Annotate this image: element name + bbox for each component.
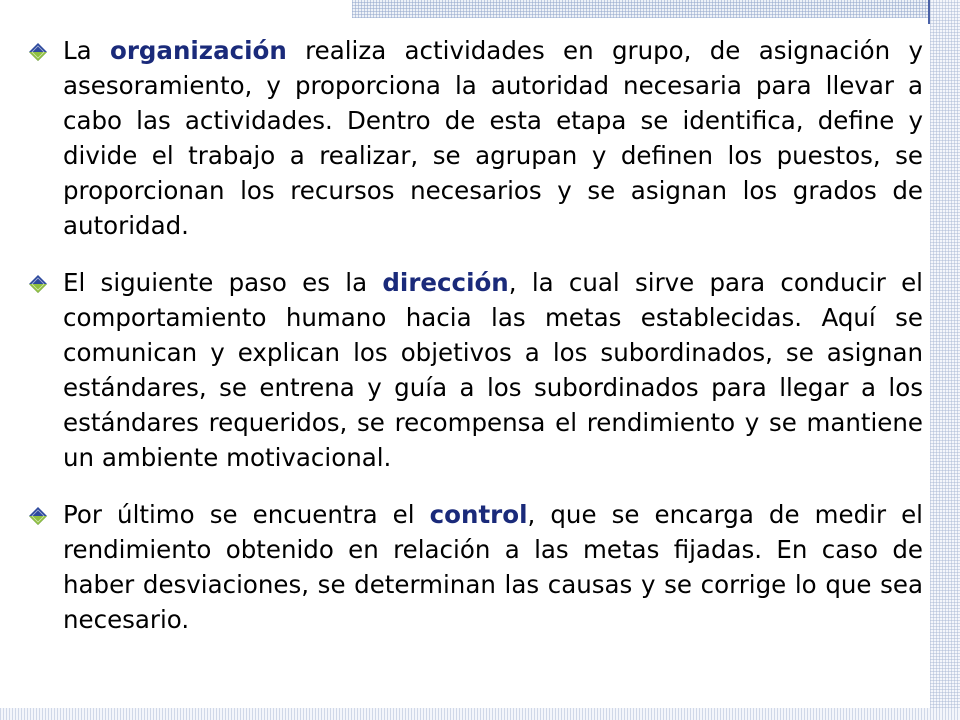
paragraph-text-start: La bbox=[63, 36, 110, 65]
paragraph-text-end: realiza actividades en grupo, de asignación y asesoramiento, y proporciona la autoridad necesaria para llevar a cabo las actividades. Dentro de esta etapa se identifica, define y divide el trabajo a realizar, se agrupan y definen los puestos, se proporcionan los recursos necesarios y se asignan los grados de autoridad. bbox=[63, 36, 923, 240]
bullet-item-direccion bbox=[28, 265, 923, 475]
keyword-organizacion: organización bbox=[109, 36, 287, 65]
paragraph-organizacion bbox=[63, 33, 923, 243]
paragraph-text-start: Por último se encuentra el bbox=[63, 500, 430, 529]
slide-body bbox=[28, 33, 923, 659]
bullet-item-control bbox=[28, 497, 923, 637]
paragraph-direccion bbox=[63, 265, 923, 475]
keyword-direccion: dirección bbox=[382, 268, 509, 297]
diamond-bullet-icon bbox=[28, 274, 48, 294]
paragraph-control bbox=[63, 497, 923, 637]
paragraph-text-start: El siguiente paso es la bbox=[63, 268, 383, 297]
paragraph-text-end: , la cual sirve para conducir el comportamiento humano hacia las metas establecidas. Aquí se comunican y explican los objetivos a los subordinados, se asignan estándares, se entrena y guía a los subordinados para llegar a los estándares requeridos, se recompensa el rendimiento y se mantiene un ambiente motivacional. bbox=[63, 268, 923, 472]
right-accent-rule bbox=[928, 0, 930, 24]
bottom-decorative-band bbox=[0, 708, 960, 720]
top-decorative-band bbox=[352, 0, 960, 18]
diamond-bullet-icon bbox=[28, 506, 48, 526]
bullet-item-organizacion bbox=[28, 33, 923, 243]
paragraph-text-end: , que se encarga de medir el rendimiento obtenido en relación a las metas fijadas. En caso de haber desviaciones, se determinan las causas y se corrige lo que sea necesario. bbox=[63, 500, 923, 634]
keyword-control: control bbox=[429, 500, 528, 529]
diamond-bullet-icon bbox=[28, 42, 48, 62]
right-decorative-band bbox=[930, 0, 960, 720]
